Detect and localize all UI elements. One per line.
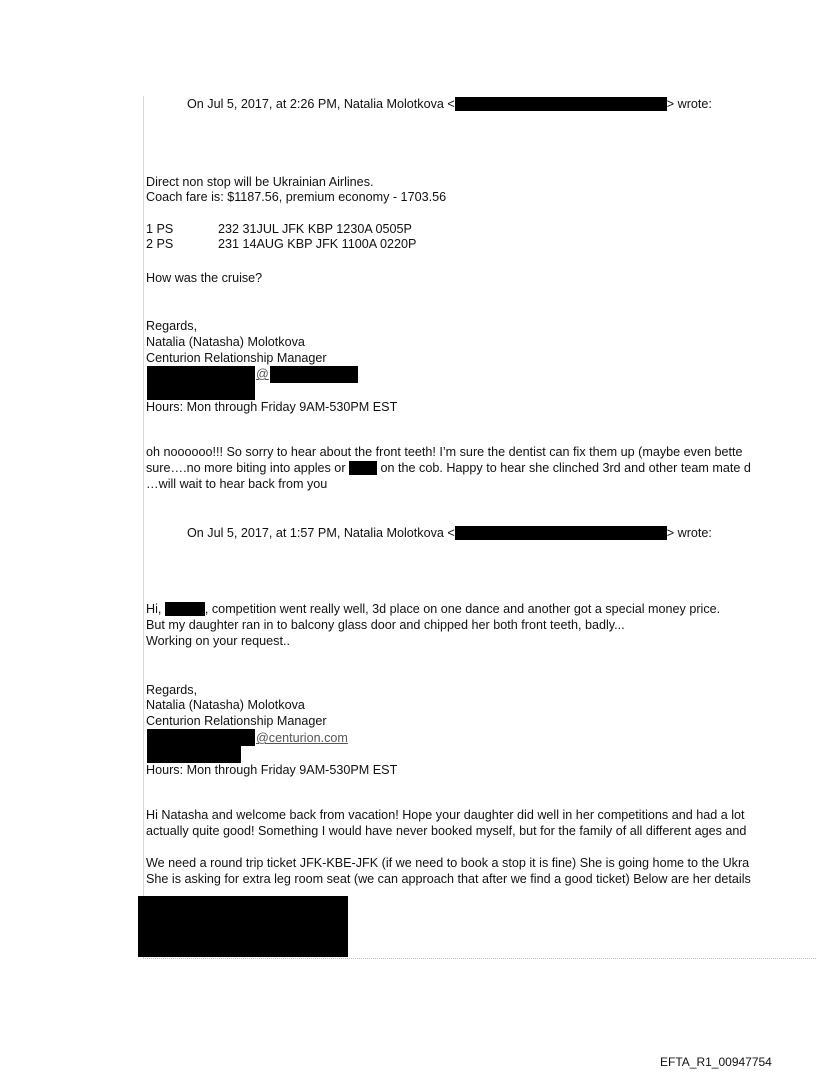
quote-rule [143, 96, 144, 958]
email2-greeting: Hi, [146, 602, 165, 616]
email1-sig-name: Natalia (Natasha) Molotkova [146, 335, 305, 349]
reply1-line1: oh noooooo!!! So sorry to hear about the front teeth! I’m sure the dentist can fix them up (maybe even bette [146, 445, 743, 459]
email2-sig-title: Centurion Relationship Manager [146, 714, 327, 728]
redacted-word [349, 461, 377, 475]
original-line1: Hi Natasha and welcome back from vacation! Hope your daughter did well in her competitions and had a lot [146, 808, 745, 822]
flight2-detail: 231 14AUG KBP JFK 1100A 0220P [218, 237, 417, 251]
redacted-block [270, 366, 358, 383]
email1-sig-title: Centurion Relationship Manager [146, 351, 327, 365]
reply1-line2-end: on the cob. Happy to hear she clinched 3rd and other team mate d [377, 461, 751, 475]
bottom-rule [143, 958, 816, 959]
email2-header-text: On Jul 5, 2017, at 1:57 PM, Natalia Molotkova < [187, 526, 455, 540]
email1-sig-regards: Regards, [146, 319, 198, 333]
email2-sig-email-link[interactable]: @centurion.com [256, 731, 348, 745]
email1-sig-email-at: @ [256, 367, 269, 381]
original-line4: She is asking for extra leg room seat (we can approach that after we find a good ticket) Below are her details [146, 872, 751, 886]
redacted-block [147, 366, 255, 400]
reply1-line2 [146, 461, 751, 477]
redacted-email-address [455, 526, 667, 540]
reply1-line3: …will wait to hear back from you [146, 477, 328, 491]
email2-sig-email[interactable] [256, 731, 348, 747]
email2-sig-hours: Hours: Mon through Friday 9AM-530PM EST [146, 763, 398, 777]
email2-line3: Working on your request.. [146, 634, 290, 648]
email2-line1-rest: , competition went really well, 3d place on one dance and another got a special money price. [204, 602, 721, 616]
email2-line1 [146, 602, 720, 618]
redacted-details-block [138, 896, 348, 957]
email1-body-line1: Direct non stop will be Ukrainian Airlines. [146, 175, 374, 189]
email2-sig-name: Natalia (Natasha) Molotkova [146, 698, 305, 712]
email2-sig-regards: Regards, [146, 683, 198, 697]
email1-sig-email [256, 367, 269, 383]
email1-header-text: On Jul 5, 2017, at 2:26 PM, Natalia Molotkova < [187, 97, 455, 111]
redacted-email-address [455, 97, 667, 111]
flight-row-2 [146, 237, 416, 253]
flight-row-1 [146, 222, 412, 238]
email2-header [187, 526, 712, 542]
redacted-block [241, 729, 255, 746]
document-id: EFTA_R1_00947754 [660, 1055, 772, 1069]
original-line2: actually quite good! Something I would have never booked myself, but for the family of all different ages and [146, 824, 747, 838]
email2-line2: But my daughter ran in to balcony glass door and chipped her both front teeth, badly... [146, 618, 625, 632]
email1-body-line2: Coach fare is: $1187.56, premium economy - 1703.56 [146, 190, 447, 204]
email1-sig-hours: Hours: Mon through Friday 9AM-530PM EST [146, 400, 398, 414]
email2-header-wrote: > wrote: [666, 526, 712, 540]
email1-header-wrote: > wrote: [666, 97, 712, 111]
flight1-id: 1 PS [146, 222, 174, 236]
flight2-id: 2 PS [146, 237, 174, 251]
email1-header [187, 97, 712, 113]
redacted-name [165, 602, 205, 616]
original-line3: We need a round trip ticket JFK-KBE-JFK (if we need to book a stop it is fine) She is going home to the Ukra [146, 856, 750, 870]
redacted-block [147, 729, 241, 763]
email1-question: How was the cruise? [146, 271, 263, 285]
reply1-line2-start: sure….no more biting into apples or [146, 461, 350, 475]
flight1-detail: 232 31JUL JFK KBP 1230A 0505P [218, 222, 412, 236]
